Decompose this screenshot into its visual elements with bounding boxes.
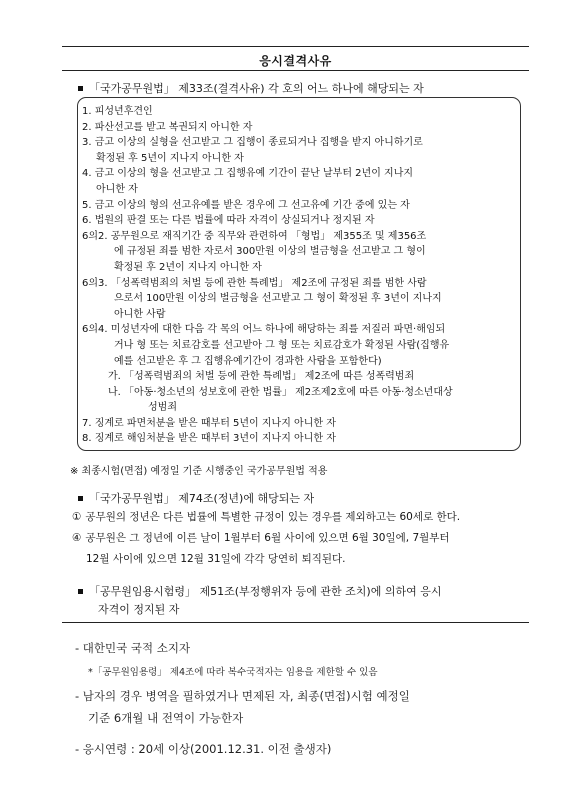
clause-marker: ① (72, 511, 82, 523)
list-item-continuation (82, 354, 518, 370)
item-text-cont: 아니한 사람 (114, 308, 166, 320)
item-text-cont: 예를 선고받은 후 그 집행유예기간이 경과한 사람을 포함한다) (114, 355, 382, 367)
item-text: 징계로 해임처분을 받은 때부터 3년이 지나지 아니한 자 (94, 433, 336, 445)
clause-1 (72, 507, 528, 528)
list-item (82, 431, 518, 447)
list-item-continuation (82, 182, 518, 198)
clause-marker: ④ (72, 532, 82, 544)
req-military-cont: 기준 6개월 내 전역이 가능한자 (88, 711, 244, 725)
list-subitem (82, 369, 518, 385)
square-bullet-icon (78, 589, 83, 594)
square-bullet-icon (78, 86, 83, 91)
req-age: - 응시연령 : 20세 이상(2001.12.31. 이전 출생자) (75, 742, 332, 756)
list-item-continuation (82, 307, 518, 323)
list-item-continuation (82, 151, 518, 167)
item-text-cont: 확정된 후 5년이 지나지 아니한 자 (96, 152, 244, 164)
list-item-continuation (82, 291, 518, 307)
square-bullet-icon (78, 496, 83, 501)
list-item (82, 198, 518, 214)
list-subitem-continuation (82, 400, 518, 416)
list-item (82, 229, 518, 245)
item-text: 금고 이상의 형을 선고받고 그 집행유예 기간이 끝난 날부터 2년이 지나지 (94, 168, 414, 180)
req-nationality-note: *「공무원임용령」 제4조에 따라 복수국적자는 임용을 제한할 수 있음 (88, 667, 378, 678)
clause-text: 공무원은 그 정년에 이른 날이 1월부터 6월 사이에 있으면 6월 30일에, 7월부터 (85, 532, 450, 544)
list-item (82, 276, 518, 292)
subitem-text: 가. 「성폭력범죄의 처벌 등에 관한 특례법」 제2조에 따른 성폭력범죄 (108, 371, 415, 383)
item-text-cont: 거나 형 또는 치료감호를 선고받아 그 형 또는 치료감호가 확정된 사람(집행유 (114, 339, 450, 351)
section2-heading-text: 「국가공무원법」 제74조(정년)에 해당되는 자 (89, 492, 315, 505)
item-text: 미성년자에 대한 다음 각 목의 어느 하나에 해당하는 죄를 저질러 파면·해임되 (110, 324, 446, 336)
list-item (82, 104, 518, 120)
list-item (82, 120, 518, 136)
list-item (82, 416, 518, 432)
list-item-continuation (82, 244, 518, 260)
title-bottom-rule (62, 70, 529, 71)
item-text: 파산선고를 받고 복권되지 아니한 자 (94, 121, 253, 133)
list-item-continuation (82, 260, 518, 276)
item-number: 7. (82, 417, 92, 429)
item-text: 공무원으로 재직기간 중 직무와 관련하여 「형법」 제355조 및 제356조 (110, 230, 427, 242)
title-top-rule (62, 46, 529, 47)
item-text: 금고 이상의 실형을 선고받고 그 집행이 종료되거나 집행을 받지 아니하기로 (94, 137, 423, 149)
disqualification-list (82, 104, 518, 447)
item-text: 징계로 파면처분을 받은 때부터 5년이 지나지 아니한 자 (94, 417, 336, 429)
section1-heading (78, 80, 424, 96)
clause-text-cont: 12월 사이에 있으면 12월 31일에 각각 당연히 퇴직된다. (86, 553, 346, 565)
list-item-continuation (82, 338, 518, 354)
clause-4-cont (72, 549, 528, 570)
section1-heading-text: 「국가공무원법」 제33조(결격사유) 각 호의 어느 하나에 해당되는 자 (89, 82, 424, 95)
req-nationality: - 대한민국 국적 소지자 (75, 641, 191, 655)
subitem-text: 나. 「아동·청소년의 성보호에 관한 법률」 제2조제2호에 따른 아동·청소년대상 (108, 386, 453, 398)
item-number: 6의3. (82, 277, 108, 289)
item-number: 5. (82, 199, 92, 211)
item-text-cont: 으로서 100만원 이상의 벌금형을 선고받고 그 형이 확정된 후 3년이 지나지 (114, 293, 442, 305)
page-title: 응시결격사유 (259, 54, 332, 68)
item-number: 4. (82, 168, 92, 180)
list-item (82, 322, 518, 338)
list-item (82, 135, 518, 151)
item-text-cont: 에 규정된 죄를 범한 자로서 300만원 이상의 벌금형을 선고받고 그 형이 (114, 246, 426, 258)
item-number: 6. (82, 215, 92, 227)
item-number: 3. (82, 137, 92, 149)
item-text-cont: 확정된 후 2년이 지나지 아니한 자 (114, 261, 262, 273)
item-number: 8. (82, 433, 92, 445)
section3-heading-text: 「공무원임용시험령」 제51조(부정행위자 등에 관한 조치)에 의하여 응시 (89, 585, 442, 598)
retirement-clauses (72, 507, 528, 570)
list-subitem (82, 385, 518, 401)
item-text: 법원의 판결 또는 다른 법률에 따라 자격이 상실되거나 정지된 자 (94, 215, 375, 227)
item-number: 1. (82, 106, 92, 117)
item-text: 피성년후견인 (94, 106, 153, 117)
clause-text: 공무원의 정년은 다른 법률에 특별한 규정이 있는 경우를 제외하고는 60세로 한다. (85, 511, 461, 523)
subitem-text-cont: 성범죄 (148, 402, 177, 414)
item-number: 6의4. (82, 324, 108, 336)
list-item (82, 166, 518, 182)
item-text: 금고 이상의 형의 선고유예를 받은 경우에 그 선고유예 기간 중에 있는 자 (94, 199, 410, 211)
item-text: 「성폭력범죄의 처벌 등에 관한 특례법」 제2조에 규정된 죄를 범한 사람 (110, 277, 427, 289)
section2-heading (78, 490, 314, 506)
law-note: ※ 최종시험(면접) 예정일 기준 시행중인 국가공무원법 적용 (70, 466, 328, 477)
section3-heading (78, 583, 441, 599)
item-text-cont: 아니한 자 (96, 183, 138, 195)
list-item (82, 213, 518, 229)
clause-4 (72, 528, 528, 549)
item-number: 6의2. (82, 230, 108, 242)
section3-heading-cont: 자격이 정지된 자 (98, 603, 180, 616)
item-number: 2. (82, 121, 92, 133)
section-bottom-rule (62, 622, 529, 623)
req-military: - 남자의 경우 병역을 필하였거나 면제된 자, 최종(면접)시험 예정일 (75, 689, 410, 703)
